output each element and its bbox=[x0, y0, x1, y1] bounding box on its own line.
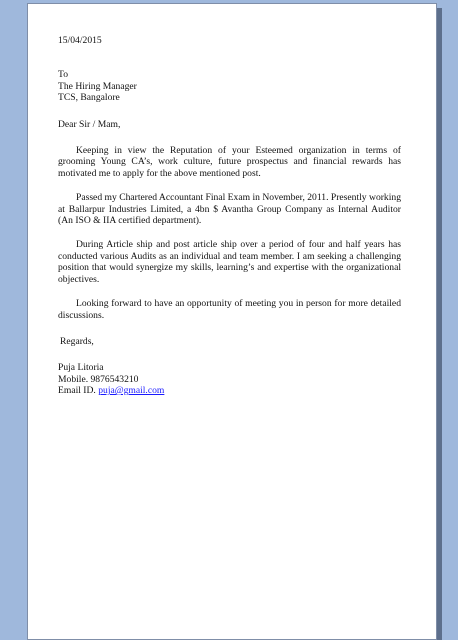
salutation: Dear Sir / Mam, bbox=[58, 118, 121, 130]
signature-mobile: Mobile. 9876543210 bbox=[58, 373, 139, 385]
paragraph-2: Passed my Chartered Accountant Final Exam in November, 2011. Presently working at Ballarpur Industries Limited, a 4bn $ Avantha Group Company as Internal Auditor (An ISO & IIA certified department). bbox=[58, 192, 401, 227]
recipient-to: To bbox=[58, 69, 68, 81]
recipient-company: TCS, Bangalore bbox=[58, 92, 120, 104]
signature-name: Puja Litoria bbox=[58, 362, 104, 374]
closing: Regards, bbox=[60, 335, 94, 347]
document-page bbox=[27, 3, 437, 640]
paragraph-1: Keeping in view the Reputation of your Esteemed organization in terms of grooming Young CA’s, work culture, future prospectus and financial rewards has motivated me to apply for the above mentioned post. bbox=[58, 145, 401, 179]
recipient-name: The Hiring Manager bbox=[58, 80, 137, 92]
letter-date: 15/04/2015 bbox=[58, 35, 102, 46]
letter-body bbox=[58, 35, 401, 397]
email-link[interactable]: puja@gmail.com bbox=[98, 385, 165, 397]
paragraph-4: Looking forward to have an opportunity of meeting you in person for more detailed discussions. bbox=[58, 298, 401, 321]
signature-email-row bbox=[58, 385, 401, 396]
paragraph-3: During Article ship and post article ship over a period of four and half years has conducted various Audits as an individual and team member. I am seeking a challenging position that would synergize my skills, learning’s and expertise with the organizational objectives. bbox=[58, 239, 401, 285]
email-label: Email ID. bbox=[58, 385, 99, 397]
